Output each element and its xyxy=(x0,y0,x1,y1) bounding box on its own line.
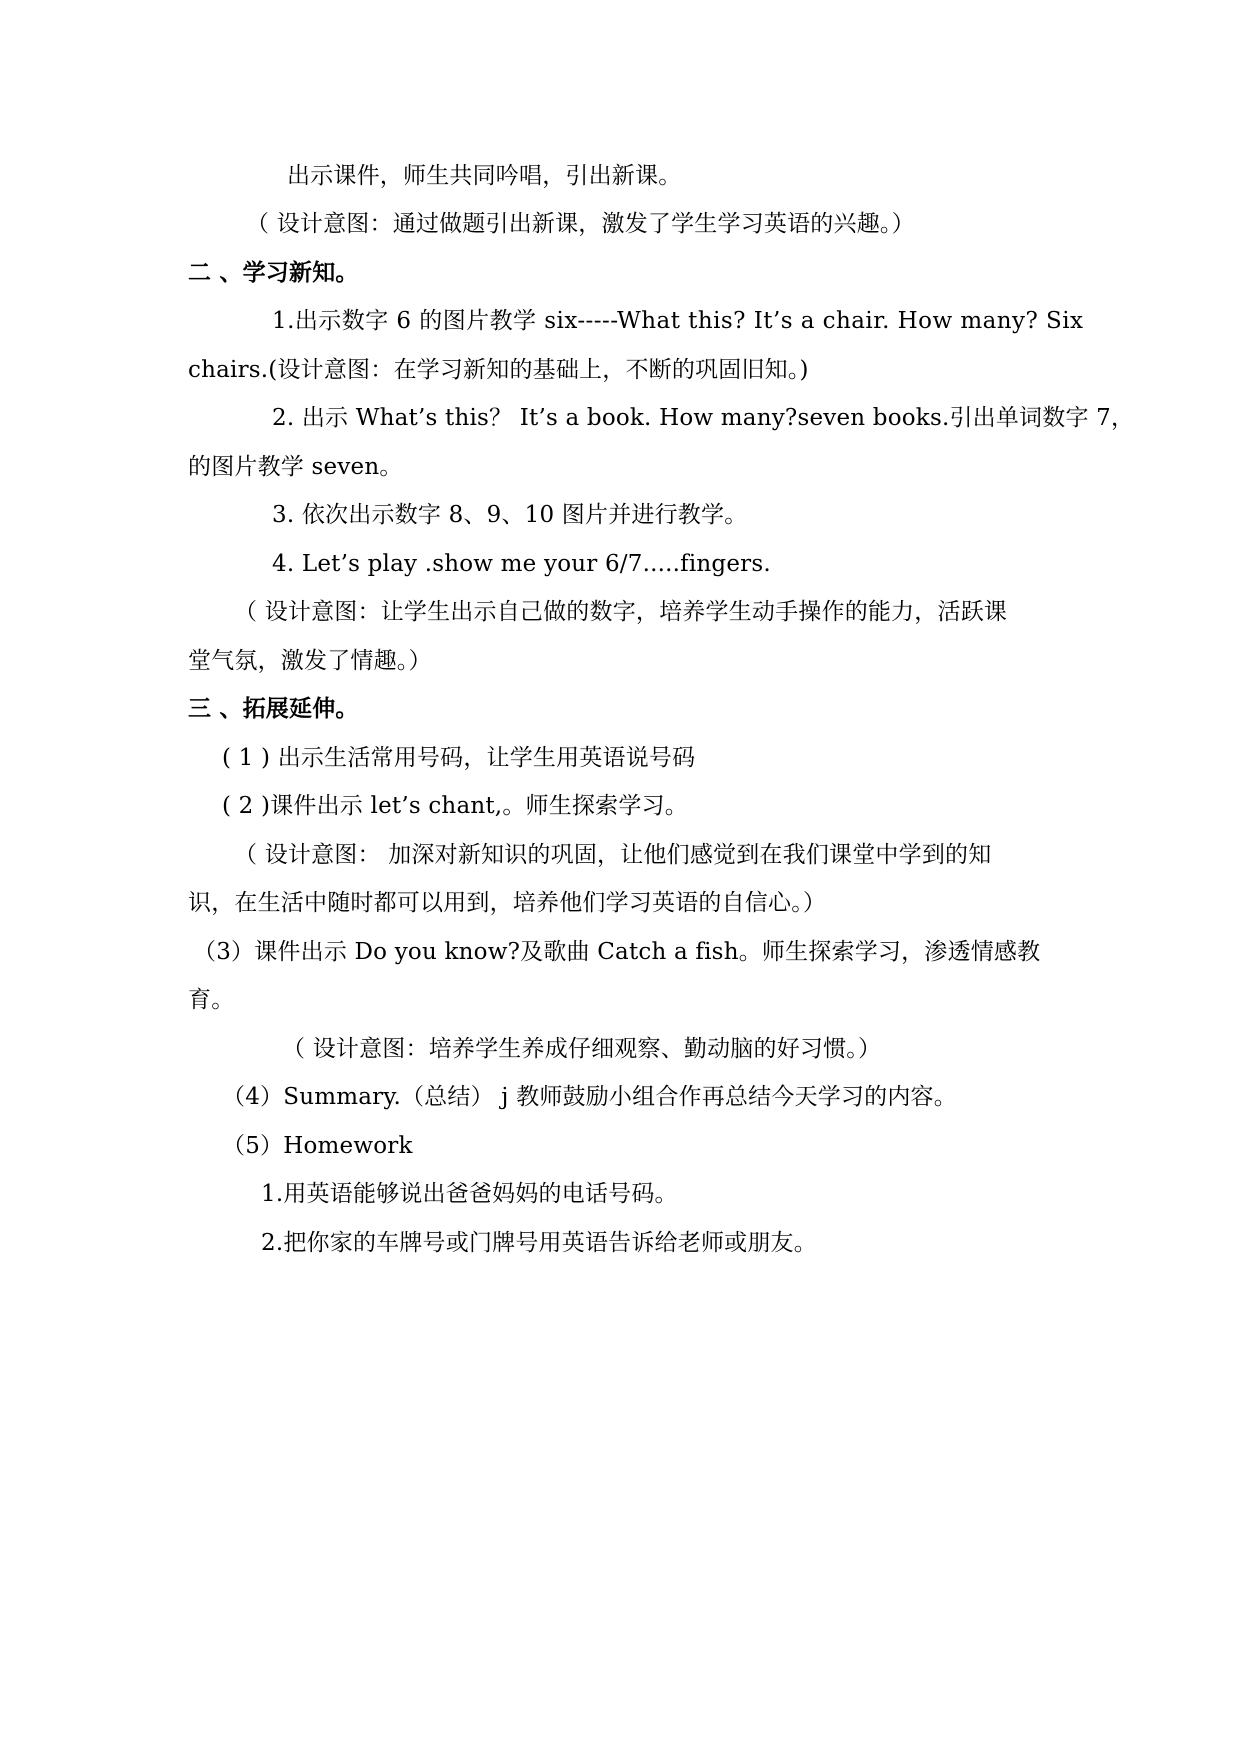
section-heading-learn-new: 二 、学习新知。 xyxy=(188,259,359,286)
design-intent-note: （ 设计意图：让学生出示自己做的数字，培养学生动手操作的能力，活跃课 xyxy=(234,599,1008,625)
paragraph-line: 出示课件，师生共同吟唱，引出新课。 xyxy=(287,163,682,189)
paragraph-line: 的图片教学 seven。 xyxy=(188,454,403,480)
paragraph-line: 2. 出示 What’s this？ It’s a book. How many?seven books.引出单词数字 7， xyxy=(272,405,1135,431)
design-intent-note: （ 设计意图： 加深对新知识的巩固，让他们感觉到在我们课堂中学到的知 xyxy=(234,842,992,868)
paragraph-line: 堂气氛，激发了情趣。） xyxy=(188,648,432,674)
paragraph-line: 育。 xyxy=(188,987,235,1013)
section-heading-extension: 三 、拓展延伸。 xyxy=(188,695,359,722)
homework-item: 1.用英语能够说出爸爸妈妈的电话号码。 xyxy=(261,1181,678,1207)
paragraph-line: 识，在生活中随时都可以用到，培养他们学习英语的自信心。） xyxy=(188,890,827,916)
list-item: （3）课件出示 Do you know?及歌曲 Catch a fish。师生探索学习，渗透情感教 xyxy=(193,939,1041,965)
design-intent-note: （ 设计意图：通过做题引出新课，激发了学生学习英语的兴趣。） xyxy=(246,211,915,237)
list-item: （4）Summary.（总结） j 教师鼓励小组合作再总结今天学习的内容。 xyxy=(222,1084,957,1110)
homework-item: 2.把你家的车牌号或门牌号用英语告诉给老师或朋友。 xyxy=(261,1230,817,1256)
list-item: ( 1 ) 出示生活常用号码，让学生用英语说号码 xyxy=(222,745,696,771)
list-item: ( 2 )课件出示 let’s chant,。师生探索学习。 xyxy=(222,793,688,819)
paragraph-line: chairs.(设计意图：在学习新知的基础上，不断的巩固旧知。) xyxy=(188,357,809,383)
paragraph-line: 4. Let’s play .show me your 6/7.....fingers. xyxy=(272,551,771,577)
paragraph-line: 3. 依次出示数字 8、9、10 图片并进行教学。 xyxy=(272,502,748,528)
list-item: （5）Homework xyxy=(222,1133,413,1159)
design-intent-note: （ 设计意图：培养学生养成仔细观察、勤动脑的好习惯。） xyxy=(282,1036,882,1062)
paragraph-line: 1.出示数字 6 的图片教学 six-----What this? It’s a chair. How many? Six xyxy=(272,308,1084,334)
